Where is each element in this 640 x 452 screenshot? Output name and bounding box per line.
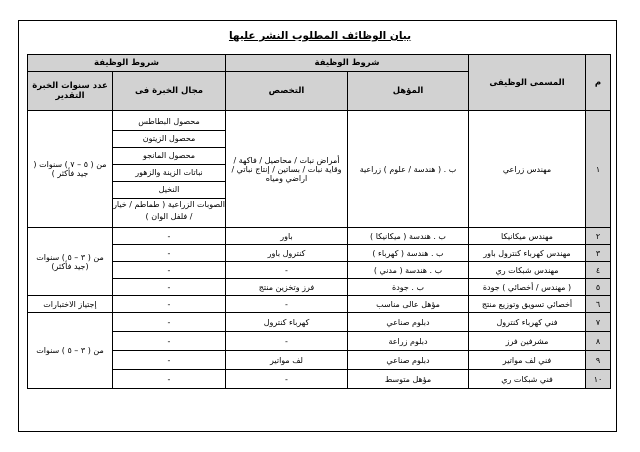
experience-field-item: محصول الزيتون — [113, 131, 225, 148]
header-job-conditions: شروط الوظيفة — [226, 55, 469, 72]
table-row — [28, 313, 611, 332]
table-row — [28, 111, 611, 228]
table-row — [28, 351, 611, 370]
header-specialization: التخصص — [226, 72, 348, 111]
experience-years: من ( ٣ – ٥ ) سنوات (جيد فأكثر) — [28, 228, 113, 296]
document-title: بيان الوظائف المطلوب النشر عليها — [228, 30, 412, 42]
specialization: كنترول باور — [226, 245, 348, 262]
table-row — [28, 370, 611, 389]
row-num: ١ — [586, 111, 611, 228]
row-num: ٧ — [586, 313, 611, 332]
qualification: مؤهل متوسط — [348, 370, 469, 389]
specialization: - — [226, 332, 348, 351]
table-row — [28, 279, 611, 296]
job-title: مشرفين فرز — [469, 332, 586, 351]
qualification: ب . جودة — [348, 279, 469, 296]
table-row — [28, 296, 611, 313]
specialization: كهرباء كنترول — [226, 313, 348, 332]
header-job-title: المسمى الوظيفى — [469, 55, 586, 111]
experience-years: من ( ٥ – ٧ ) سنوات ( جيد فأكثر ) — [28, 111, 113, 228]
experience-years: من ( ٣ – ٥ ) سنوات — [28, 313, 113, 389]
experience-field: - — [113, 351, 226, 370]
header-experience-years: عدد سنوات الخبرة التقدير — [28, 72, 113, 111]
row-num: ٥ — [586, 279, 611, 296]
specialization: - — [226, 262, 348, 279]
job-title: فني لف مواتير — [469, 351, 586, 370]
experience-years: إجتياز الاختبارات — [28, 296, 113, 313]
experience-field: - — [113, 296, 226, 313]
job-title: مهندس ميكانيكا — [469, 228, 586, 245]
jobs-table — [27, 54, 611, 389]
experience-field-item: نباتات الزينة والزهور — [113, 165, 225, 182]
row-num: ٢ — [586, 228, 611, 245]
table-row — [28, 332, 611, 351]
job-title: مهندس كهرباء كنترول باور — [469, 245, 586, 262]
experience-field-item: النخيل — [113, 182, 225, 199]
job-title: ( مهندس / أخصائي ) جودة — [469, 279, 586, 296]
qualification: ب . هندسة ( مدني ) — [348, 262, 469, 279]
qualification: دبلوم صناعي — [348, 351, 469, 370]
qualification: ب . ( هندسة / علوم ) زراعية — [348, 111, 469, 228]
specialization: لف مواتير — [226, 351, 348, 370]
experience-field-item: محصول المانجو — [113, 148, 225, 165]
qualification: دبلوم صناعي — [348, 313, 469, 332]
table-row — [28, 245, 611, 262]
qualification: مؤهل عالى مناسب — [348, 296, 469, 313]
table-row — [28, 228, 611, 245]
header-experience-field: مجال الخبرة فى — [113, 72, 226, 111]
experience-field: - — [113, 332, 226, 351]
header-qualification: المؤهل — [348, 72, 469, 111]
experience-field: - — [113, 262, 226, 279]
job-title: مهندس شبكات ري — [469, 262, 586, 279]
experience-field: - — [113, 228, 226, 245]
job-title: مهندس زراعي — [469, 111, 586, 228]
row-num: ١٠ — [586, 370, 611, 389]
row-num: ٨ — [586, 332, 611, 351]
qualification: ب . هندسة ( ميكانيكا ) — [348, 228, 469, 245]
experience-field: - — [113, 313, 226, 332]
experience-field: - — [113, 279, 226, 296]
specialization: فرز وتخزين منتج — [226, 279, 348, 296]
job-title: فني كهرباء كنترول — [469, 313, 586, 332]
row-num: ٤ — [586, 262, 611, 279]
experience-field-item: محصول البطاطس — [113, 114, 225, 131]
experience-field: - — [113, 245, 226, 262]
specialization: باور — [226, 228, 348, 245]
experience-field: - — [113, 370, 226, 389]
qualification: دبلوم زراعة — [348, 332, 469, 351]
header-job-conditions-2: شروط الوظيفة — [28, 55, 226, 72]
table-row — [28, 262, 611, 279]
header-num: م — [586, 55, 611, 111]
job-title: فني شبكات ري — [469, 370, 586, 389]
experience-fields — [113, 111, 226, 228]
row-num: ٩ — [586, 351, 611, 370]
qualification: ب . هندسة ( كهرباء ) — [348, 245, 469, 262]
specialization: - — [226, 370, 348, 389]
job-title: أخصائي تسويق وتوزيع منتج — [469, 296, 586, 313]
specialization: أمراض نبات / محاصيل / فاكهة / وقاية نبات / بساتين / إنتاج نباتي / اراضي ومياه — [226, 111, 348, 228]
row-num: ٣ — [586, 245, 611, 262]
experience-field-item: الصوبات الزراعية ( طماطم / خيار / فلفل الوان ) — [113, 199, 225, 221]
specialization: - — [226, 296, 348, 313]
row-num: ٦ — [586, 296, 611, 313]
